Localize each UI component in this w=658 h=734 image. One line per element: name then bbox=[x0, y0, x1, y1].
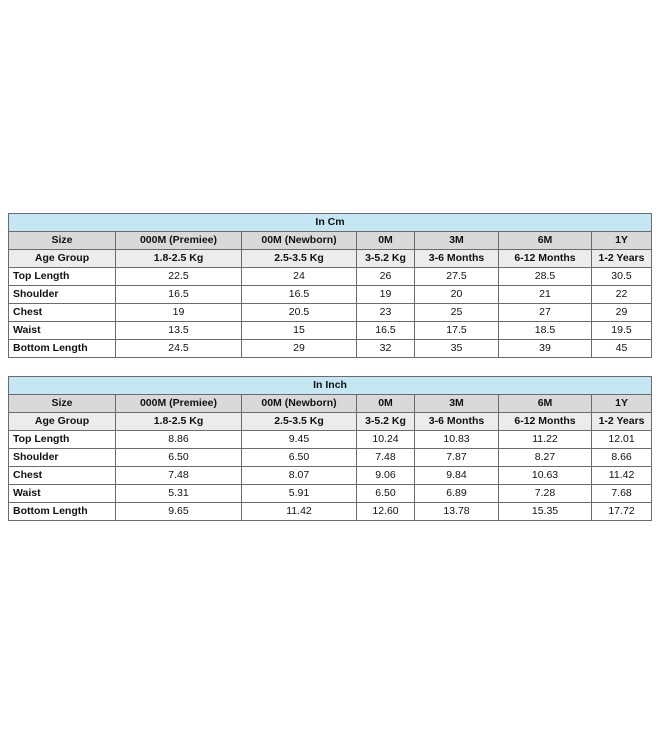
table-cell: 12.01 bbox=[592, 431, 652, 449]
table-cell: 24.5 bbox=[116, 340, 242, 358]
table-row bbox=[9, 322, 652, 340]
size-table-cm bbox=[8, 213, 652, 358]
table-cell: 10.24 bbox=[357, 431, 415, 449]
table-cell: 11.42 bbox=[592, 467, 652, 485]
age-header-cell: 1-2 Years bbox=[592, 413, 652, 431]
table-cell: 22 bbox=[592, 286, 652, 304]
age-header-cell: 1-2 Years bbox=[592, 250, 652, 268]
row-label: Chest bbox=[9, 467, 116, 485]
size-header-cell: 00M (Newborn) bbox=[242, 395, 357, 413]
age-header-cell: 2.5-3.5 Kg bbox=[242, 413, 357, 431]
table-cell: 6.89 bbox=[415, 485, 499, 503]
table-cell: 29 bbox=[242, 340, 357, 358]
table-cell: 15.35 bbox=[499, 503, 592, 521]
table-cell: 15 bbox=[242, 322, 357, 340]
size-header-row bbox=[9, 395, 652, 413]
table-cell: 11.42 bbox=[242, 503, 357, 521]
row-label: Bottom Length bbox=[9, 340, 116, 358]
table-cell: 20 bbox=[415, 286, 499, 304]
size-header-cell: 6M bbox=[499, 395, 592, 413]
row-label: Waist bbox=[9, 322, 116, 340]
table-cell: 16.5 bbox=[357, 322, 415, 340]
age-header-label: Age Group bbox=[9, 413, 116, 431]
table-cell: 28.5 bbox=[499, 268, 592, 286]
table-cell: 18.5 bbox=[499, 322, 592, 340]
table-row bbox=[9, 467, 652, 485]
row-label: Top Length bbox=[9, 268, 116, 286]
age-header-cell: 3-5.2 Kg bbox=[357, 413, 415, 431]
table-cell: 10.83 bbox=[415, 431, 499, 449]
table-cell: 35 bbox=[415, 340, 499, 358]
table-title: In Inch bbox=[9, 377, 652, 395]
row-label: Shoulder bbox=[9, 286, 116, 304]
table-cell: 9.84 bbox=[415, 467, 499, 485]
table-cell: 13.5 bbox=[116, 322, 242, 340]
size-header-cell: 0M bbox=[357, 395, 415, 413]
size-header-row bbox=[9, 232, 652, 250]
table-cell: 9.65 bbox=[116, 503, 242, 521]
age-header-cell: 3-6 Months bbox=[415, 413, 499, 431]
age-header-cell: 1.8-2.5 Kg bbox=[116, 413, 242, 431]
size-header-cell: 0M bbox=[357, 232, 415, 250]
age-header-cell: 1.8-2.5 Kg bbox=[116, 250, 242, 268]
age-header-cell: 3-6 Months bbox=[415, 250, 499, 268]
table-cell: 39 bbox=[499, 340, 592, 358]
table-cell: 26 bbox=[357, 268, 415, 286]
age-header-cell: 2.5-3.5 Kg bbox=[242, 250, 357, 268]
size-header-cell: 00M (Newborn) bbox=[242, 232, 357, 250]
table-cell: 8.66 bbox=[592, 449, 652, 467]
table-cell: 21 bbox=[499, 286, 592, 304]
size-header-cell: 3M bbox=[415, 232, 499, 250]
table-cell: 7.87 bbox=[415, 449, 499, 467]
row-label: Top Length bbox=[9, 431, 116, 449]
table-cell: 9.06 bbox=[357, 467, 415, 485]
table-row bbox=[9, 304, 652, 322]
table-row bbox=[9, 431, 652, 449]
table-cell: 22.5 bbox=[116, 268, 242, 286]
table-cell: 9.45 bbox=[242, 431, 357, 449]
table-row bbox=[9, 268, 652, 286]
table-cell: 27 bbox=[499, 304, 592, 322]
table-cell: 6.50 bbox=[357, 485, 415, 503]
age-header-row bbox=[9, 413, 652, 431]
table-cell: 25 bbox=[415, 304, 499, 322]
table-cell: 7.28 bbox=[499, 485, 592, 503]
size-header-cell: 1Y bbox=[592, 395, 652, 413]
size-table-inch bbox=[8, 376, 652, 521]
table-cell: 13.78 bbox=[415, 503, 499, 521]
table-cell: 19 bbox=[357, 286, 415, 304]
table-cell: 7.68 bbox=[592, 485, 652, 503]
size-header-cell: 000M (Premiee) bbox=[116, 232, 242, 250]
table-cell: 45 bbox=[592, 340, 652, 358]
row-label: Chest bbox=[9, 304, 116, 322]
table-cell: 17.5 bbox=[415, 322, 499, 340]
age-header-cell: 3-5.2 Kg bbox=[357, 250, 415, 268]
size-header-cell: 3M bbox=[415, 395, 499, 413]
table-cell: 17.72 bbox=[592, 503, 652, 521]
table-cell: 10.63 bbox=[499, 467, 592, 485]
row-label: Shoulder bbox=[9, 449, 116, 467]
size-header-cell: 000M (Premiee) bbox=[116, 395, 242, 413]
table-row bbox=[9, 503, 652, 521]
table-cell: 16.5 bbox=[116, 286, 242, 304]
row-label: Waist bbox=[9, 485, 116, 503]
size-header-label: Size bbox=[9, 232, 116, 250]
table-row bbox=[9, 449, 652, 467]
table-cell: 20.5 bbox=[242, 304, 357, 322]
table-cell: 29 bbox=[592, 304, 652, 322]
table-cell: 6.50 bbox=[116, 449, 242, 467]
table-cell: 24 bbox=[242, 268, 357, 286]
table-cell: 16.5 bbox=[242, 286, 357, 304]
table-cell: 8.86 bbox=[116, 431, 242, 449]
size-header-cell: 1Y bbox=[592, 232, 652, 250]
table-cell: 12.60 bbox=[357, 503, 415, 521]
table-row bbox=[9, 340, 652, 358]
table-cell: 6.50 bbox=[242, 449, 357, 467]
size-header-label: Size bbox=[9, 395, 116, 413]
size-header-cell: 6M bbox=[499, 232, 592, 250]
table-row bbox=[9, 286, 652, 304]
table-title-row bbox=[9, 214, 652, 232]
table-cell: 11.22 bbox=[499, 431, 592, 449]
age-header-cell: 6-12 Months bbox=[499, 250, 592, 268]
table-cell: 7.48 bbox=[357, 449, 415, 467]
table-cell: 19 bbox=[116, 304, 242, 322]
age-header-label: Age Group bbox=[9, 250, 116, 268]
age-header-row bbox=[9, 250, 652, 268]
table-cell: 19.5 bbox=[592, 322, 652, 340]
table-cell: 27.5 bbox=[415, 268, 499, 286]
table-cell: 8.07 bbox=[242, 467, 357, 485]
table-row bbox=[9, 485, 652, 503]
table-cell: 23 bbox=[357, 304, 415, 322]
table-title: In Cm bbox=[9, 214, 652, 232]
table-cell: 5.31 bbox=[116, 485, 242, 503]
table-title-row bbox=[9, 377, 652, 395]
table-cell: 7.48 bbox=[116, 467, 242, 485]
age-header-cell: 6-12 Months bbox=[499, 413, 592, 431]
table-cell: 32 bbox=[357, 340, 415, 358]
row-label: Bottom Length bbox=[9, 503, 116, 521]
table-cell: 5.91 bbox=[242, 485, 357, 503]
table-cell: 30.5 bbox=[592, 268, 652, 286]
table-cell: 8.27 bbox=[499, 449, 592, 467]
